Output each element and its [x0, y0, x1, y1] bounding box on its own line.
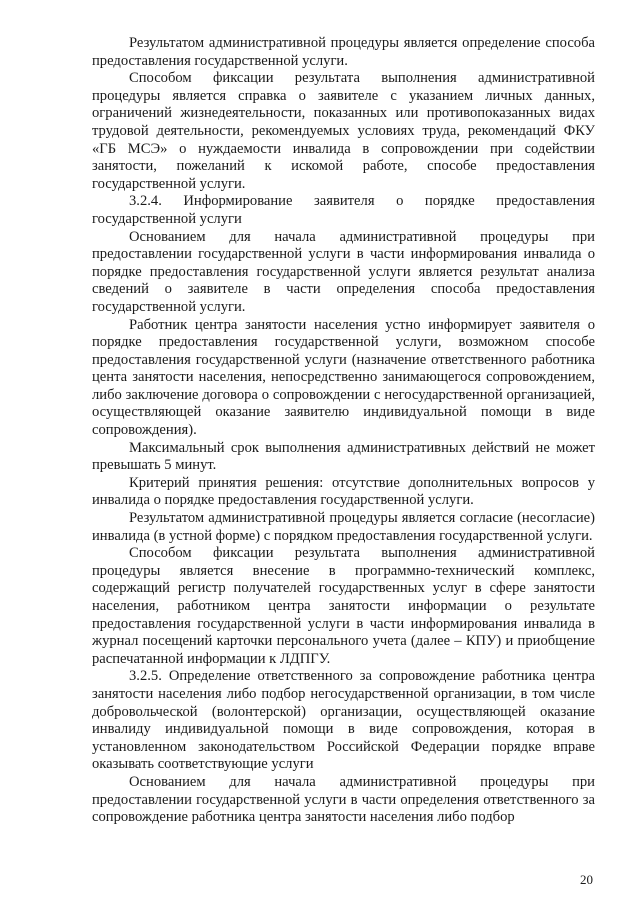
section-heading-3-2-5: 3.2.5. Определение ответственного за сопровождение работника центра занятости населения либо подбор негосударственной организации, в том числе добровольческой (волонтерской) организации, осуществляющей оказание инвалиду индивидуальной помощи в виде сопровождения, которая в установленном законодательством Российской Федерации порядке вправе оказывать соответствующие услуги — [92, 668, 595, 773]
paragraph-result-consent: Результатом административной процедуры является согласие (несогласие) инвалида (в устной форме) с порядком предоставления государственной услуги. — [92, 510, 595, 544]
paragraph-fixation-register: Способом фиксации результата выполнения административной процедуры является внесение в программно-технический комплекс, содержащий регистр получателей государственных услуг в сфере занятости населения, работником центра занятости информации о результате предоставления государственной услуги в части информирования инвалида в журнал посещений карточки персонального учета (далее – КПУ) и приобщение распечатанной информации к ЛДПГУ. — [92, 545, 595, 667]
document-body — [92, 35, 595, 827]
paragraph-decision-criterion: Критерий принятия решения: отсутствие дополнительных вопросов у инвалида о порядке предоставления государственной услуги. — [92, 474, 595, 509]
page-number: 20 — [580, 872, 593, 887]
paragraph-max-duration: Максимальный срок выполнения административных действий не может превышать 5 минут. — [92, 439, 595, 474]
section-heading-3-2-4: 3.2.4. Информирование заявителя о порядке предоставления государственной услуги — [92, 193, 595, 227]
paragraph-oral-informing: Работник центра занятости населения устно информирует заявителя о порядке предоставления государственной услуги, возможном способе предоставления государственной услуги (назначение ответственного работника цента занятости населения, непосредственно занимающегося сопровождением, либо заключение договора о сопровождении с негосударственной организацией, осуществляющей оказание заявителю индивидуальной помощи в виде сопровождения). — [92, 316, 595, 439]
paragraph-result-method: Результатом административной процедуры является определение способа предоставления государственной услуги. — [92, 35, 595, 69]
paragraph-fixation-certificate: Способом фиксации результата выполнения административной процедуры является справка о заявителе с указанием личных данных, ограничений жизнедеятельности, показанных или противопоказанных видах трудовой деятельности, рекомендуемых условиях труда, рекомендаций ФКУ «ГБ МСЭ» о нуждаемости инвалида в сопровождении при содействии занятости, пожеланий к искомой работе, способе предоставления государственной услуги. — [92, 70, 595, 192]
paragraph-basis-informing: Основанием для начала административной процедуры при предоставлении государственной услуги в части информирования инвалида о порядке предоставления государственной услуги является результат анализа сведений о заявителе в части определения способа предоставления государственной услуги. — [92, 228, 595, 315]
paragraph-basis-assignment: Основанием для начала административной процедуры при предоставлении государственной услуги в части определения ответственного за сопровождение работника центра занятости населения либо подбор — [92, 773, 595, 826]
